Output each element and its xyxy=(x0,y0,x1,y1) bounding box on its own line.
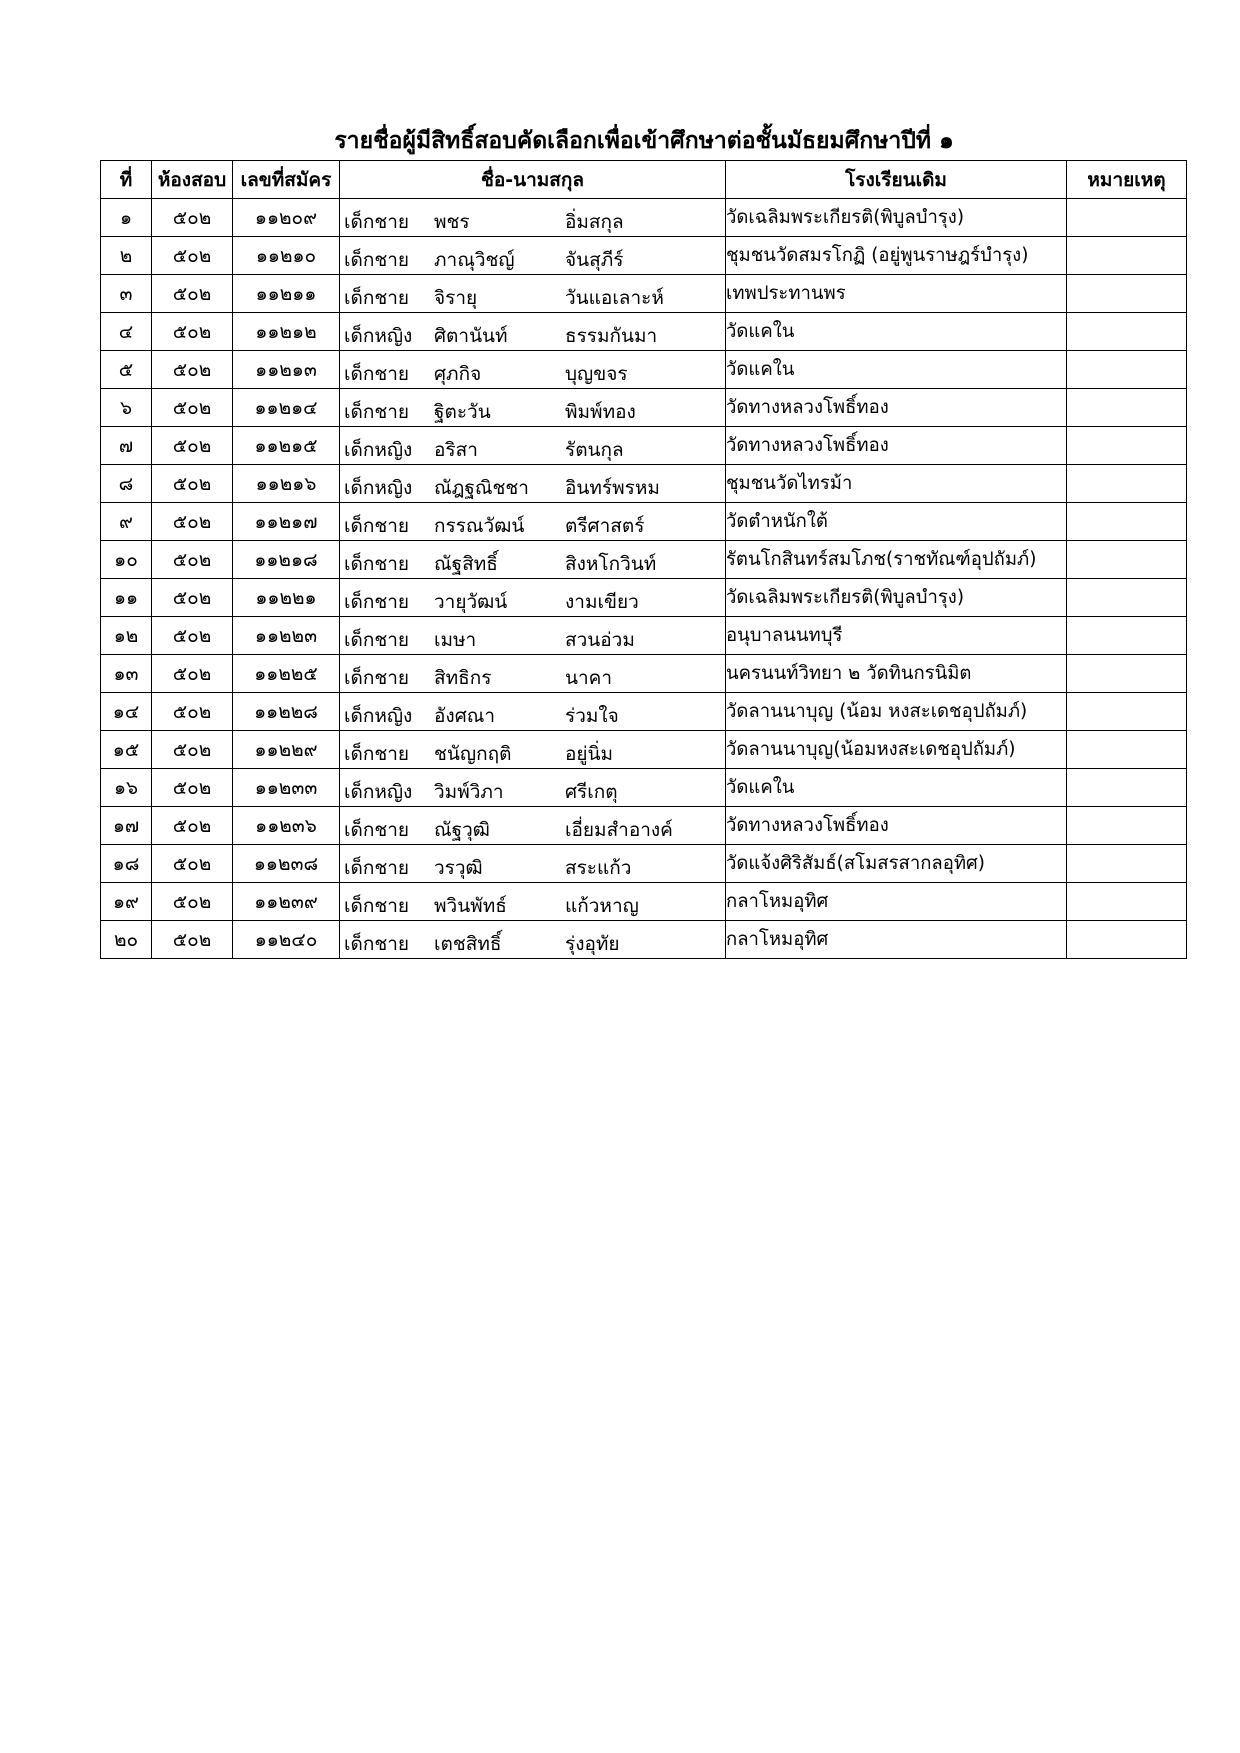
last-name: นาคา xyxy=(565,667,613,689)
cell-name xyxy=(340,921,726,959)
name-prefix: เด็กหญิง xyxy=(344,781,413,803)
first-name: ณัฎฐณิชชา xyxy=(434,477,529,499)
cell-school: วัดแคใน xyxy=(726,769,1067,807)
cell-school: นครนนท์วิทยา ๒ วัดทินกรนิมิต xyxy=(726,655,1067,693)
header-remark: หมายเหตุ xyxy=(1067,161,1187,199)
cell-school: วัดแคใน xyxy=(726,313,1067,351)
cell-school: เทพประทานพร xyxy=(726,275,1067,313)
last-name: สิงหโกวินท์ xyxy=(565,553,657,575)
name-prefix: เด็กชาย xyxy=(344,743,410,765)
cell-name xyxy=(340,731,726,769)
cell-name xyxy=(340,693,726,731)
cell-name xyxy=(340,351,726,389)
cell-remark xyxy=(1067,465,1187,503)
cell-remark xyxy=(1067,503,1187,541)
cell-app-no: ๑๑๒๑๒ xyxy=(233,313,340,351)
cell-name xyxy=(340,427,726,465)
first-name: วายุวัฒน์ xyxy=(434,591,508,613)
cell-room: ๕๐๒ xyxy=(152,579,233,617)
cell-remark xyxy=(1067,617,1187,655)
cell-no: ๒ xyxy=(101,237,152,275)
cell-remark xyxy=(1067,731,1187,769)
cell-app-no: ๑๑๒๒๙ xyxy=(233,731,340,769)
cell-name xyxy=(340,845,726,883)
last-name: รัตนกุล xyxy=(565,439,624,461)
name-prefix: เด็กชาย xyxy=(344,933,410,955)
table-row xyxy=(101,617,1187,655)
cell-no: ๙ xyxy=(101,503,152,541)
cell-school: ชุมชนวัดไทรม้า xyxy=(726,465,1067,503)
name-prefix: เด็กหญิง xyxy=(344,477,413,499)
cell-school: วัดแคใน xyxy=(726,351,1067,389)
cell-app-no: ๑๑๒๑๓ xyxy=(233,351,340,389)
cell-room: ๕๐๒ xyxy=(152,199,233,237)
cell-app-no: ๑๑๒๑๗ xyxy=(233,503,340,541)
cell-app-no: ๑๑๒๓๙ xyxy=(233,883,340,921)
first-name: วิมพ์วิภา xyxy=(434,781,504,803)
header-room: ห้องสอบ xyxy=(152,161,233,199)
cell-remark xyxy=(1067,237,1187,275)
cell-no: ๑๕ xyxy=(101,731,152,769)
cell-room: ๕๐๒ xyxy=(152,237,233,275)
cell-no: ๑ xyxy=(101,199,152,237)
cell-no: ๕ xyxy=(101,351,152,389)
first-name: ฐิตะวัน xyxy=(434,401,491,423)
name-prefix: เด็กชาย xyxy=(344,515,410,537)
last-name: วันแอเลาะห์ xyxy=(565,287,664,309)
name-prefix: เด็กชาย xyxy=(344,287,410,309)
cell-name xyxy=(340,389,726,427)
header-school: โรงเรียนเดิม xyxy=(726,161,1067,199)
first-name: ณัฐวุฒิ xyxy=(434,819,490,841)
cell-name xyxy=(340,199,726,237)
cell-app-no: ๑๑๒๓๖ xyxy=(233,807,340,845)
table-row xyxy=(101,313,1187,351)
cell-name xyxy=(340,465,726,503)
last-name: เอี่ยมสำอางค์ xyxy=(565,819,673,841)
cell-no: ๑๙ xyxy=(101,883,152,921)
table-row xyxy=(101,199,1187,237)
cell-no: ๑๓ xyxy=(101,655,152,693)
cell-remark xyxy=(1067,655,1187,693)
first-name: ณัฐสิทธิ์ xyxy=(434,553,498,575)
first-name: ภาณุวิชญ์ xyxy=(434,249,515,271)
table-header-row xyxy=(101,161,1187,199)
cell-room: ๕๐๒ xyxy=(152,769,233,807)
cell-room: ๕๐๒ xyxy=(152,503,233,541)
table-row xyxy=(101,731,1187,769)
cell-remark xyxy=(1067,275,1187,313)
first-name: จิรายุ xyxy=(434,287,478,309)
cell-school: วัดทางหลวงโพธิ์ทอง xyxy=(726,427,1067,465)
cell-school: วัดลานนาบุญ (น้อม หงสะเดชอุปถัมภ์) xyxy=(726,693,1067,731)
cell-no: ๖ xyxy=(101,389,152,427)
last-name: งามเขียว xyxy=(565,591,639,613)
cell-no: ๑๐ xyxy=(101,541,152,579)
name-prefix: เด็กชาย xyxy=(344,553,410,575)
first-name: เมษา xyxy=(434,629,477,651)
last-name: อยู่นิ่ม xyxy=(565,743,614,765)
name-prefix: เด็กหญิง xyxy=(344,325,413,347)
cell-school: วัดทางหลวงโพธิ์ทอง xyxy=(726,807,1067,845)
last-name: แก้วหาญ xyxy=(565,895,639,917)
last-name: สระแก้ว xyxy=(565,857,632,879)
header-name: ชื่อ-นามสกุล xyxy=(340,161,726,199)
cell-room: ๕๐๒ xyxy=(152,313,233,351)
name-prefix: เด็กชาย xyxy=(344,667,410,689)
first-name: วรวุฒิ xyxy=(434,857,483,879)
cell-room: ๕๐๒ xyxy=(152,389,233,427)
candidate-table xyxy=(100,160,1187,959)
cell-remark xyxy=(1067,921,1187,959)
cell-school: ชุมชนวัดสมรโกฏิ (อยู่พูนราษฎร์บำรุง) xyxy=(726,237,1067,275)
cell-app-no: ๑๑๒๓๘ xyxy=(233,845,340,883)
first-name: สิทธิกร xyxy=(434,667,492,689)
table-row xyxy=(101,275,1187,313)
cell-remark xyxy=(1067,693,1187,731)
first-name: อังศณา xyxy=(434,705,496,727)
table-row xyxy=(101,503,1187,541)
cell-remark xyxy=(1067,845,1187,883)
cell-remark xyxy=(1067,579,1187,617)
name-prefix: เด็กหญิง xyxy=(344,705,413,727)
cell-no: ๗ xyxy=(101,427,152,465)
cell-no: ๑๒ xyxy=(101,617,152,655)
cell-room: ๕๐๒ xyxy=(152,465,233,503)
cell-room: ๕๐๒ xyxy=(152,807,233,845)
cell-school: วัดเฉลิมพระเกียรติ(พิบูลบำรุง) xyxy=(726,199,1067,237)
name-prefix: เด็กชาย xyxy=(344,401,410,423)
last-name: อิ่มสกุล xyxy=(565,211,624,233)
cell-school: วัดลานนาบุญ(น้อมหงสะเดชอุปถัมภ์) xyxy=(726,731,1067,769)
table-row xyxy=(101,237,1187,275)
name-prefix: เด็กหญิง xyxy=(344,439,413,461)
cell-no: ๒๐ xyxy=(101,921,152,959)
cell-school: อนุบาลนนทบุรี xyxy=(726,617,1067,655)
cell-school: วัดแจ้งศิริสัมธ์(สโมสรสากลอุทิศ) xyxy=(726,845,1067,883)
cell-remark xyxy=(1067,883,1187,921)
cell-no: ๑๑ xyxy=(101,579,152,617)
name-prefix: เด็กชาย xyxy=(344,211,410,233)
last-name: พิมพ์ทอง xyxy=(565,401,636,423)
cell-no: ๘ xyxy=(101,465,152,503)
last-name: บุญขจร xyxy=(565,363,628,385)
cell-app-no: ๑๑๒๔๐ xyxy=(233,921,340,959)
cell-school: กลาโหมอุทิศ xyxy=(726,883,1067,921)
cell-name xyxy=(340,769,726,807)
table-row xyxy=(101,845,1187,883)
cell-remark xyxy=(1067,541,1187,579)
cell-room: ๕๐๒ xyxy=(152,921,233,959)
name-prefix: เด็กชาย xyxy=(344,363,410,385)
cell-room: ๕๐๒ xyxy=(152,883,233,921)
last-name: ศรีเกตุ xyxy=(565,781,618,803)
name-prefix: เด็กชาย xyxy=(344,249,410,271)
cell-app-no: ๑๑๒๑๑ xyxy=(233,275,340,313)
table-row xyxy=(101,883,1187,921)
cell-room: ๕๐๒ xyxy=(152,275,233,313)
table-row xyxy=(101,541,1187,579)
name-prefix: เด็กชาย xyxy=(344,819,410,841)
cell-app-no: ๑๑๒๑๐ xyxy=(233,237,340,275)
cell-remark xyxy=(1067,389,1187,427)
cell-no: ๑๔ xyxy=(101,693,152,731)
cell-app-no: ๑๑๒๓๓ xyxy=(233,769,340,807)
first-name: ศุภกิจ xyxy=(434,363,482,385)
last-name: ธรรมกันมา xyxy=(565,325,658,347)
cell-no: ๑๘ xyxy=(101,845,152,883)
first-name: ศิตานันท์ xyxy=(434,325,508,347)
cell-name xyxy=(340,883,726,921)
first-name: เตชสิทธิ์ xyxy=(434,933,502,955)
first-name: พชร xyxy=(434,211,470,233)
table-row xyxy=(101,807,1187,845)
table-row xyxy=(101,693,1187,731)
table-row xyxy=(101,655,1187,693)
cell-app-no: ๑๑๒๑๕ xyxy=(233,427,340,465)
cell-name xyxy=(340,313,726,351)
cell-no: ๑๗ xyxy=(101,807,152,845)
table-row xyxy=(101,769,1187,807)
cell-school: รัตนโกสินทร์สมโภช(ราชทัณฑ์อุปถัมภ์) xyxy=(726,541,1067,579)
cell-no: ๑๖ xyxy=(101,769,152,807)
last-name: จันสุภีร์ xyxy=(565,249,624,271)
cell-name xyxy=(340,807,726,845)
cell-school: วัดตำหนักใต้ xyxy=(726,503,1067,541)
cell-no: ๔ xyxy=(101,313,152,351)
cell-remark xyxy=(1067,313,1187,351)
cell-remark xyxy=(1067,769,1187,807)
first-name: พวินพัทธ์ xyxy=(434,895,507,917)
last-name: สวนอ่วม xyxy=(565,629,635,651)
cell-name xyxy=(340,541,726,579)
last-name: ตรีศาสตร์ xyxy=(565,515,645,537)
cell-room: ๕๐๒ xyxy=(152,693,233,731)
first-name: อริสา xyxy=(434,439,478,461)
cell-remark xyxy=(1067,427,1187,465)
page-title: รายชื่อผู้มีสิทธิ์สอบคัดเลือกเพื่อเข้าศึกษาต่อชั้นมัธยมศึกษาปีที่ ๑ xyxy=(334,128,954,154)
cell-name xyxy=(340,237,726,275)
last-name: รุ่งอุทัย xyxy=(565,933,620,955)
cell-name xyxy=(340,579,726,617)
cell-app-no: ๑๑๒๒๓ xyxy=(233,617,340,655)
cell-name xyxy=(340,655,726,693)
name-prefix: เด็กชาย xyxy=(344,591,410,613)
table-row xyxy=(101,579,1187,617)
cell-app-no: ๑๑๒๒๘ xyxy=(233,693,340,731)
cell-room: ๕๐๒ xyxy=(152,427,233,465)
name-prefix: เด็กชาย xyxy=(344,629,410,651)
cell-school: วัดเฉลิมพระเกียรติ(พิบูลบำรุง) xyxy=(726,579,1067,617)
name-prefix: เด็กชาย xyxy=(344,857,410,879)
cell-school: วัดทางหลวงโพธิ์ทอง xyxy=(726,389,1067,427)
table-row xyxy=(101,427,1187,465)
cell-name xyxy=(340,275,726,313)
table-row xyxy=(101,921,1187,959)
cell-no: ๓ xyxy=(101,275,152,313)
cell-app-no: ๑๑๒๒๑ xyxy=(233,579,340,617)
first-name: ชนัญกฤติ xyxy=(434,743,512,765)
cell-room: ๕๐๒ xyxy=(152,845,233,883)
last-name: ร่วมใจ xyxy=(565,705,619,727)
cell-room: ๕๐๒ xyxy=(152,617,233,655)
cell-app-no: ๑๑๒๑๘ xyxy=(233,541,340,579)
cell-remark xyxy=(1067,199,1187,237)
header-no: ที่ xyxy=(101,161,152,199)
cell-app-no: ๑๑๒๑๔ xyxy=(233,389,340,427)
cell-app-no: ๑๑๒๐๙ xyxy=(233,199,340,237)
name-prefix: เด็กชาย xyxy=(344,895,410,917)
cell-app-no: ๑๑๒๑๖ xyxy=(233,465,340,503)
cell-room: ๕๐๒ xyxy=(152,351,233,389)
first-name: กรรณวัฒน์ xyxy=(434,515,525,537)
header-app-no: เลขที่สมัคร xyxy=(233,161,340,199)
cell-room: ๕๐๒ xyxy=(152,541,233,579)
table-row xyxy=(101,465,1187,503)
cell-remark xyxy=(1067,807,1187,845)
cell-name xyxy=(340,617,726,655)
cell-school: กลาโหมอุทิศ xyxy=(726,921,1067,959)
cell-name xyxy=(340,503,726,541)
cell-room: ๕๐๒ xyxy=(152,655,233,693)
cell-room: ๕๐๒ xyxy=(152,731,233,769)
table-row xyxy=(101,389,1187,427)
last-name: อินทร์พรหม xyxy=(565,477,660,499)
table-body xyxy=(101,199,1187,959)
cell-remark xyxy=(1067,351,1187,389)
cell-app-no: ๑๑๒๒๕ xyxy=(233,655,340,693)
table-row xyxy=(101,351,1187,389)
